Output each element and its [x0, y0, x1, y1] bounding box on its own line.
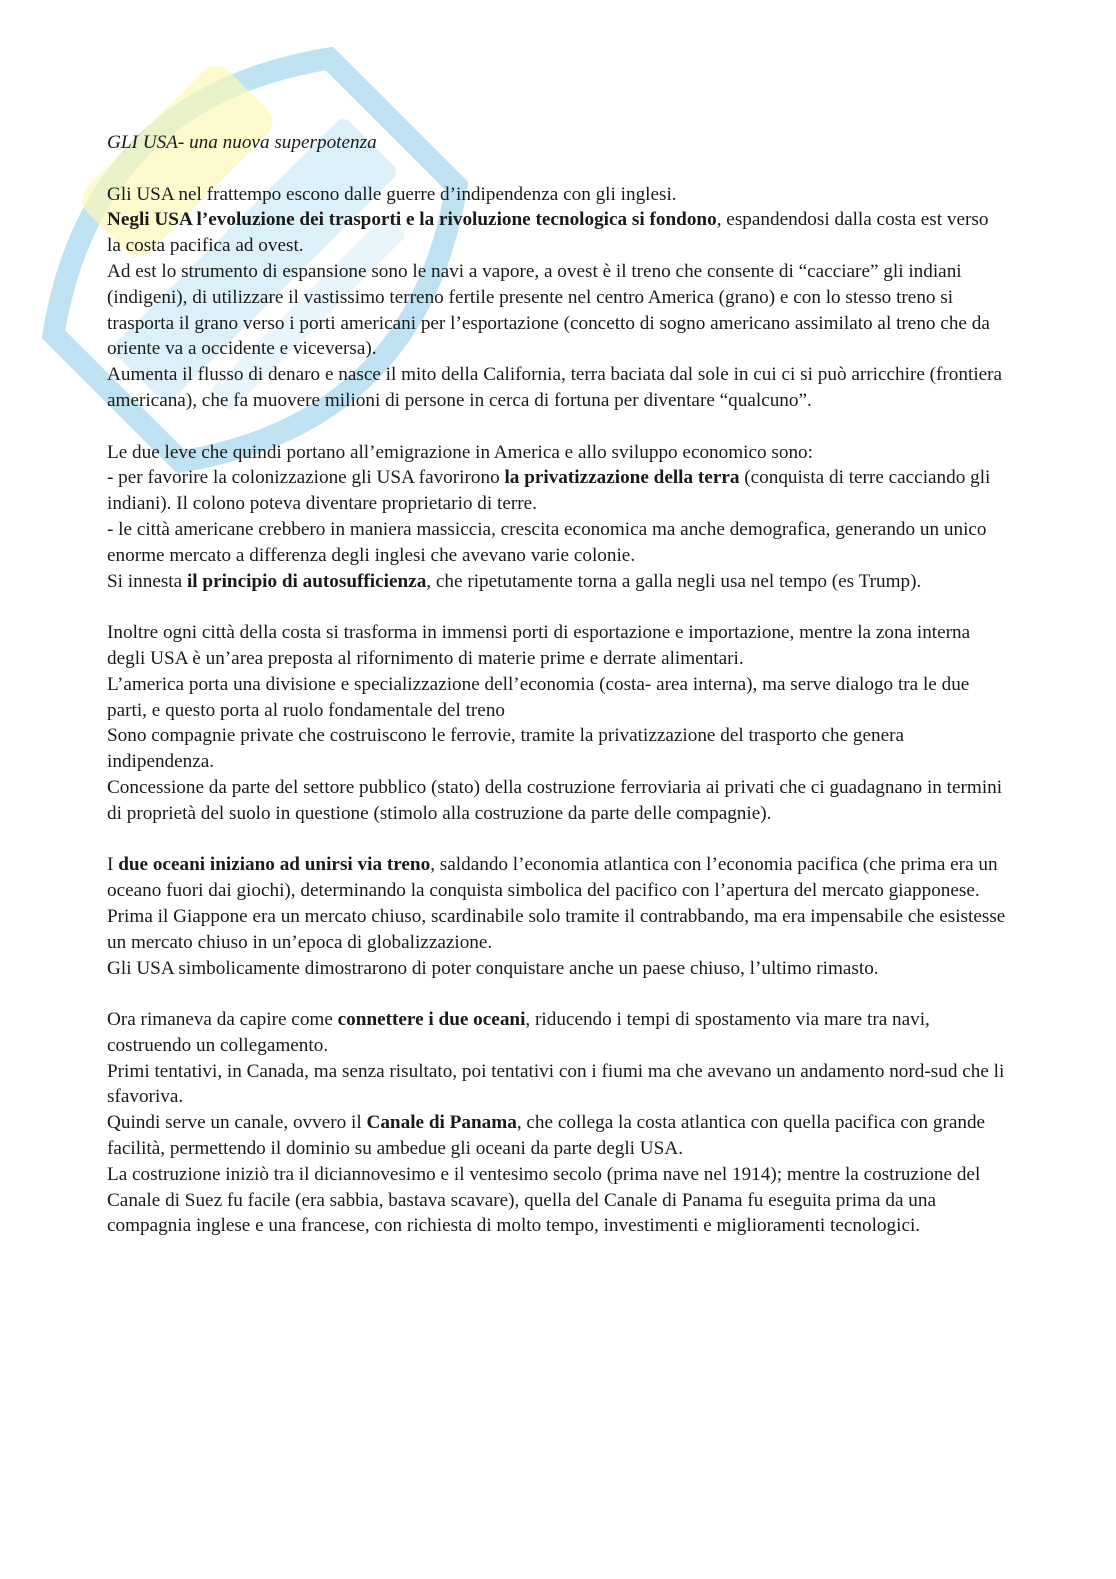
paragraph: Le due leve che quindi portano all’emigrazione in America e allo sviluppo economico sono:	[107, 441, 813, 463]
paragraph: Gli USA nel frattempo escono dalle guerre d’indipendenza con gli inglesi.	[107, 183, 677, 205]
paragraph-text: Quindi serve un canale, ovvero il	[107, 1112, 367, 1134]
paragraph-gap	[107, 981, 1007, 1007]
paragraph	[107, 852, 1007, 904]
paragraph-text: , saldando l’economia atlantica con l’economia pacifica (che prima era un oceano fuori dai giochi), determinando la conquista simbolica del pacifico con l’apertura del mercato giapponese.	[107, 854, 998, 902]
paragraph-text: I	[107, 854, 119, 876]
paragraph: L’america porta una divisione e specializzazione dell’economia (costa- area interna), ma serve dialogo tra le due parti, e questo porta al ruolo fondamentale del treno	[107, 673, 970, 721]
paragraph	[107, 1110, 1007, 1162]
paragraph: Sono compagnie private che costruiscono le ferrovie, tramite la privatizzazione del trasporto che genera indipendenza.	[107, 725, 905, 773]
bold-phrase: Negli USA l’evoluzione dei trasporti e la rivoluzione tecnologica si fondono	[107, 209, 717, 231]
paragraph: Inoltre ogni città della costa si trasforma in immensi porti di esportazione e importazione, mentre la zona interna degli USA è un’area preposta al rifornimento di materie prime e derrate alimentari.	[107, 622, 971, 669]
paragraph-gap	[107, 414, 1007, 440]
paragraph: La costruzione iniziò tra il diciannovesimo e il ventesimo secolo (prima nave nel 1914); mentre la costruzione del Canale di Suez fu facile (era sabbia, bastava scavare), quella del Canale di Panama fu eseguita prima da una compagnia inglese e una francese, con richiesta di molto tempo, investimenti e miglioramenti tecnologici.	[107, 1163, 981, 1237]
paragraph-text: , riducendo i tempi di spostamento via mare tra navi, costruendo un collegamento.	[107, 1009, 930, 1056]
paragraph	[107, 569, 1007, 595]
bold-phrase: due oceani iniziano ad unirsi via treno	[118, 854, 431, 876]
paragraph-text: , espandendosi dalla costa est verso la costa pacifica ad ovest.	[107, 209, 989, 257]
paragraph: Prima il Giappone era un mercato chiuso, scardinabile solo tramite il contrabbando, ma era impensabile che esistesse un mercato chiuso in un’epoca di globalizzazione.	[107, 905, 1006, 953]
paragraph-text: , che ripetutamente torna a galla negli usa nel tempo (es Trump).	[426, 570, 922, 592]
document-body	[107, 130, 1007, 1239]
paragraph: Concessione da parte del settore pubblico (stato) della costruzione ferroviaria ai privati che ci guadagnano in termini di proprietà del suolo in questione (stimolo alla costruzione da parte delle compagnie).	[107, 776, 1003, 824]
paragraph-gap	[107, 594, 1007, 620]
paragraph: Primi tentativi, in Canada, ma senza risultato, poi tentativi con i fiumi ma che avevano un andamento nord-sud che li sfavoriva.	[107, 1060, 1005, 1108]
bold-phrase: connettere i due oceani	[337, 1009, 526, 1031]
paragraph	[107, 465, 1007, 517]
paragraph: - le città americane crebbero in maniera massiccia, crescita economica ma anche demografica, generando un unico enorme mercato a differenza degli inglesi che avevano varie colonie.	[107, 518, 987, 566]
paragraph-text: Ora rimaneva da capire come	[107, 1009, 338, 1031]
bold-phrase: la privatizzazione della terra	[504, 467, 740, 489]
paragraph-text: , che collega la costa atlantica con quella pacifica con grande facilità, permettendo il dominio su ambedue gli oceani da parte degli USA.	[107, 1112, 986, 1160]
paragraph	[107, 1007, 1007, 1059]
paragraph-text: - per favorire la colonizzazione gli USA favorirono	[107, 467, 505, 489]
paragraph: Aumenta il flusso di denaro e nasce il mito della California, terra baciata dal sole in cui ci si può arricchire (frontiera americana), che fa muovere milioni di persone in cerca di fortuna per diventare “qualcuno”.	[107, 364, 1003, 411]
paragraph-gap	[107, 827, 1007, 853]
paragraph-text: Si innesta	[107, 570, 187, 592]
paragraph: Gli USA simbolicamente dimostrarono di poter conquistare anche un paese chiuso, l’ultimo rimasto.	[107, 957, 879, 979]
paragraph-text: (conquista di terre cacciando gli indiani). Il colono poteva diventare proprietario di terre.	[107, 467, 991, 515]
bold-phrase: Canale di Panama	[366, 1112, 517, 1134]
bold-phrase: il principio di autosufficienza	[186, 570, 427, 592]
paragraph: Ad est lo strumento di espansione sono le navi a vapore, a ovest è il treno che consente di “cacciare” gli indiani (indigeni), di utilizzare il vastissimo terreno fertile presente nel centro America (grano) e con lo stesso treno si trasporta il grano verso i porti americani per l’esportazione (concetto di sogno americano assimilato al treno che da oriente va a occidente e viceversa).	[107, 260, 990, 360]
document-title: GLI USA- una nuova superpotenza	[107, 132, 377, 153]
paragraph	[107, 207, 1007, 259]
